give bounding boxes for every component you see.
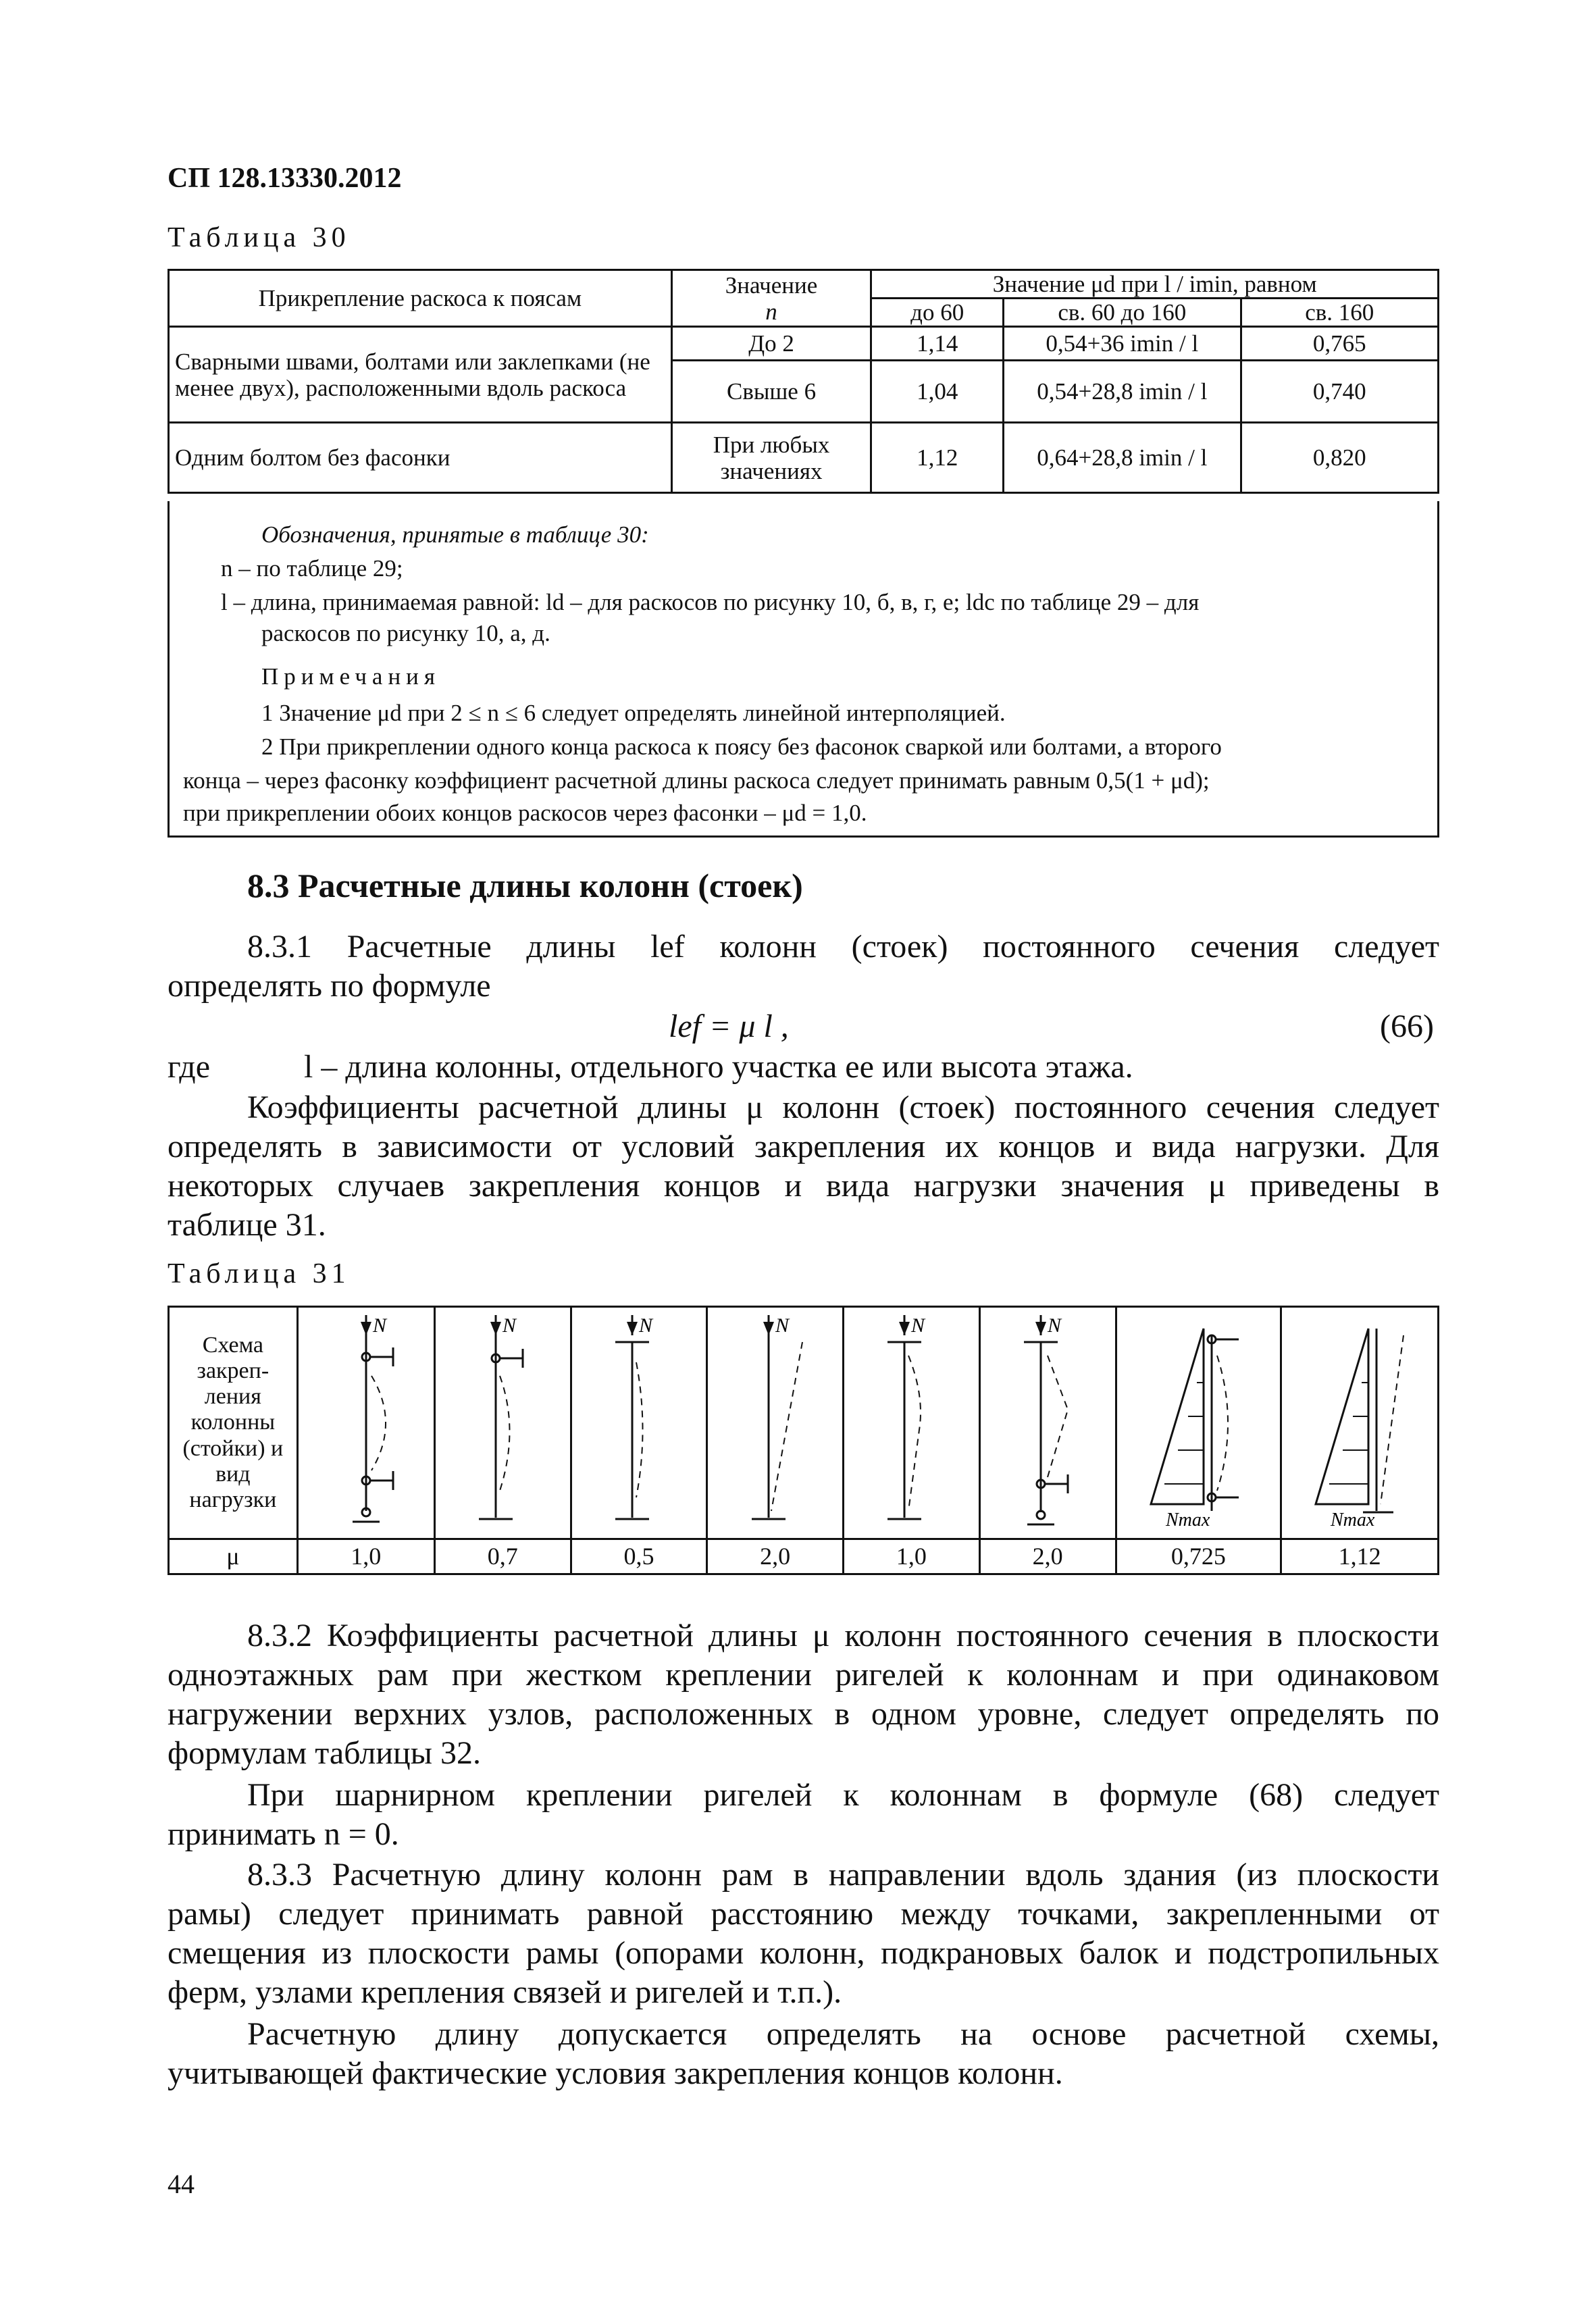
subheader-1: до 60 (871, 299, 1004, 327)
section-title: 8.3 Расчетные длины колонн (стоек) (247, 867, 803, 904)
row2-n: Свыше 6 (671, 361, 871, 423)
mu-value-5: 1,0 (844, 1539, 980, 1574)
row-attach-welded: Сварными швами, болтами или заклепками (не менее двух), расположенными вдоль раскоса (169, 327, 672, 423)
row1-v3: 0,765 (1241, 327, 1439, 361)
p-hinge-line1: При шарнирном креплении ригелей к колоннам в формуле (68) следует (247, 1777, 1439, 1813)
p831-line2: определять по формуле (168, 968, 491, 1004)
scheme-4 (707, 1307, 844, 1539)
scheme-8 (1281, 1307, 1439, 1539)
p833-line1: 8.3.3 Расчетную длину колонн рам в направлении вдоль здания (из плоскости (247, 1857, 1439, 1893)
col-header-n (671, 270, 871, 327)
load-label: N (638, 1314, 652, 1337)
remarks-title: Примечания (261, 663, 441, 690)
load-label: N (911, 1314, 925, 1337)
scheme-7 (1116, 1307, 1281, 1539)
p832-line4: формулам таблицы 32. (168, 1735, 481, 1771)
p2-line1: Коэффициенты расчетной длины μ колонн (стоек) постоянного сечения следует (247, 1089, 1439, 1125)
p2-line2: определять в зависимости от условий закрепления их концов и вида нагрузки. Для (168, 1129, 1439, 1164)
p832-line3: нагружении верхних узлов, расположенных в одном уровне, следует определять по (168, 1696, 1439, 1732)
nmax-label: Nmax (1331, 1509, 1375, 1531)
col-header-n-label: Значение (725, 272, 818, 299)
load-label: N (1048, 1314, 1062, 1337)
mu-value-1: 1,0 (297, 1539, 434, 1574)
l-definition: l – длина, принимаемая равной: ld – для раскосов по рисунку 10, б, в, г, е; ldc по таблице 29 – для (221, 589, 1200, 615)
remark-1: 1 Значение μd при 2 ≤ n ≤ 6 следует определять линейной интерполяцией. (261, 700, 1006, 726)
column-scheme-sliding-fixed-icon (864, 1315, 958, 1531)
p2-line3: некоторых случаев закрепления концов и вида нагрузки значения μ приведены в (168, 1168, 1439, 1204)
formula-number: (66) (1380, 1008, 1434, 1044)
page-number: 44 (168, 2169, 195, 2199)
p833-line2: рамы) следует принимать равной расстоянию между точками, закрепленными от (168, 1896, 1439, 1932)
document-code: СП 128.13330.2012 (168, 163, 402, 194)
row1-v1: 1,14 (871, 327, 1004, 361)
n-definition: n – по таблице 29; (221, 555, 403, 582)
scheme-2 (434, 1307, 571, 1539)
formula-66: lef = μ l , (669, 1008, 789, 1044)
p-last-line2: учитывающей фактические условия закрепления концов колонн. (168, 2055, 1063, 2091)
row1-n: До 2 (671, 327, 871, 361)
remark-2-cont: конца – через фасонку коэффициент расчетной длины раскоса следует принимать равным 0,5(1 + μd); (183, 767, 1210, 794)
load-label: N (503, 1314, 517, 1337)
where-label: где (168, 1049, 211, 1085)
scheme-5 (844, 1307, 980, 1539)
column-scheme-sliding-pinned-icon (1000, 1315, 1095, 1531)
column-scheme-fixed-pinned-icon (455, 1315, 550, 1531)
table31-caption: Таблица 31 (168, 1258, 351, 1289)
row3-v2: 0,64+28,8 imin / l (1004, 423, 1241, 493)
remark-2-end: при прикреплении обоих концов раскосов через фасонки – μd = 1,0. (183, 800, 867, 826)
nmax-label: Nmax (1166, 1509, 1210, 1531)
mu-value-7: 0,725 (1116, 1539, 1281, 1574)
row3-n: При любых значениях (671, 423, 871, 493)
p2-line4: таблице 31. (168, 1207, 326, 1243)
row-attach-bolt: Одним болтом без фасонки (169, 423, 672, 493)
scheme-label: Схема закреп-ления колонны (стойки) и вид нагрузки (169, 1307, 298, 1539)
col-header-n-symbol: n (765, 298, 777, 325)
mu-value-8: 1,12 (1281, 1539, 1439, 1574)
row2-v1: 1,04 (871, 361, 1004, 423)
p832-line2: одноэтажных рам при жестком креплении ригелей к колоннам и при одинаковом (168, 1657, 1439, 1693)
column-scheme-pinned-pinned-icon (319, 1315, 413, 1531)
subheader-2: св. 60 до 160 (1004, 299, 1241, 327)
column-scheme-cantilever-icon (728, 1315, 823, 1531)
mu-value-4: 2,0 (707, 1539, 844, 1574)
p831-line1: 8.3.1 Расчетные длины lef колонн (стоек) постоянного сечения следует (247, 929, 1439, 965)
p833-line3: смещения из плоскости рамы (опорами колонн, подкрановых балок и подстропильных (168, 1935, 1439, 1971)
where-definition: l – длина колонны, отдельного участка ее или высота этажа. (304, 1049, 1133, 1085)
remark-2: 2 При прикреплении одного конца раскоса к поясу без фасонок сваркой или болтами, а второго (261, 734, 1222, 760)
table30-notes (168, 501, 1439, 838)
p832-line1: 8.3.2 Коэффициенты расчетной длины μ колонн постоянного сечения в плоскости (247, 1618, 1439, 1653)
designations-title: Обозначения, принятые в таблице 30: (261, 521, 649, 548)
scheme-3 (571, 1307, 707, 1539)
row2-v3: 0,740 (1241, 361, 1439, 423)
table30-caption: Таблица 30 (168, 222, 351, 253)
load-label: N (372, 1314, 386, 1337)
column-scheme-distributed-load-pinned-icon (1131, 1315, 1266, 1531)
table-31 (168, 1306, 1439, 1575)
mu-label: μ (169, 1539, 298, 1574)
row2-v2: 0,54+28,8 imin / l (1004, 361, 1241, 423)
row1-v2: 0,54+36 imin / l (1004, 327, 1241, 361)
col-header-mu: Значение μd при l / imin, равном (871, 270, 1439, 299)
table-30 (168, 269, 1439, 494)
row3-v1: 1,12 (871, 423, 1004, 493)
l-definition-cont: раскосов по рисунку 10, а, д. (261, 620, 550, 646)
load-label: N (775, 1314, 789, 1337)
p833-line4: ферм, узлами крепления связей и ригелей и т.п.). (168, 1974, 842, 2010)
mu-value-2: 0,7 (434, 1539, 571, 1574)
p-last-line1: Расчетную длину допускается определять на основе расчетной схемы, (247, 2016, 1439, 2052)
column-scheme-fixed-fixed-icon (592, 1315, 686, 1531)
mu-value-6: 2,0 (979, 1539, 1116, 1574)
subheader-3: св. 160 (1241, 299, 1439, 327)
col-header-attachment: Прикрепление раскоса к поясам (169, 270, 672, 327)
scheme-1 (297, 1307, 434, 1539)
mu-value-3: 0,5 (571, 1539, 707, 1574)
column-scheme-distributed-load-cantilever-icon (1295, 1315, 1424, 1531)
row3-v3: 0,820 (1241, 423, 1439, 493)
p-hinge-line2: принимать n = 0. (168, 1816, 399, 1852)
scheme-6 (979, 1307, 1116, 1539)
